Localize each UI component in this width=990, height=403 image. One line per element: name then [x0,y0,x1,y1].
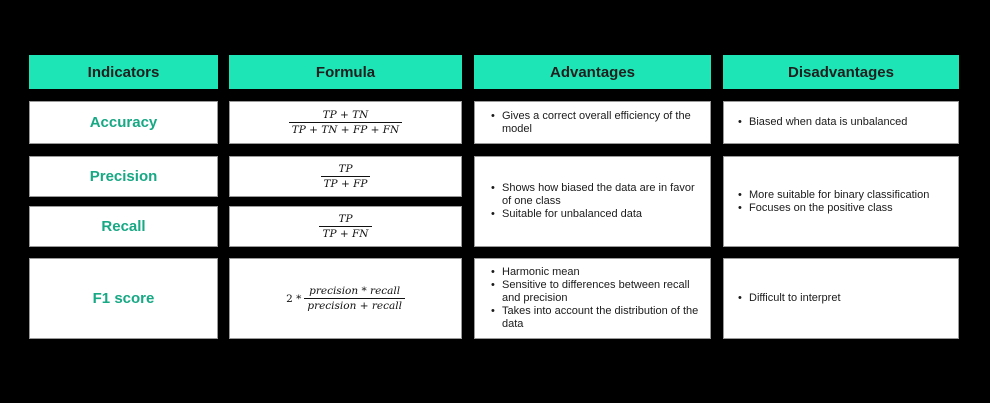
formula-f1 [229,258,462,339]
indicator-recall: Recall [29,206,218,247]
header-indicators: Indicators [29,55,218,89]
list-item: • Suitable for unbalanced data [489,208,702,221]
list-item: • More suitable for binary classification [736,189,929,202]
list-item: • Shows how biased the data are in favor of one class [489,182,702,208]
advantages-list [489,110,702,136]
disadvantages-precision-recall [723,156,959,247]
advantages-accuracy [474,101,711,144]
disadvantages-accuracy [723,101,959,144]
advantages-list [489,182,702,221]
list-item: • Takes into account the distribution of the data [489,305,702,331]
list-item: • Gives a correct overall efficiency of the model [489,110,702,136]
fraction [319,213,371,240]
numerator: TP [338,213,353,225]
list-item: • Harmonic mean [489,266,702,279]
header-disadvantages: Disadvantages [723,55,959,89]
indicator-f1-score: F1 score [29,258,218,339]
denominator: TP + FP [321,176,371,190]
disadvantages-list [736,189,929,215]
formula-accuracy [229,101,462,144]
indicator-accuracy: Accuracy [29,101,218,144]
advantages-f1 [474,258,711,339]
list-item: • Difficult to interpret [736,292,841,305]
disadvantages-list [736,292,841,305]
list-item: • Sensitive to differences between recall and precision [489,279,702,305]
disadvantages-list [736,116,907,129]
formula-prefix: 2 * [286,292,302,305]
numerator: TP [338,163,353,175]
advantages-precision-recall [474,156,711,247]
fraction [321,163,371,190]
numerator: TP + TN [322,109,369,121]
denominator: TP + TN + FP + FN [289,122,403,136]
denominator: precision + recall [304,298,405,312]
fraction [304,285,405,312]
indicator-precision: Precision [29,156,218,197]
header-formula: Formula [229,55,462,89]
denominator: TP + FN [319,226,371,240]
list-item: • Focuses on the positive class [736,202,929,215]
numerator: precision * recall [309,285,401,297]
disadvantages-f1 [723,258,959,339]
list-item: • Biased when data is unbalanced [736,116,907,129]
header-advantages: Advantages [474,55,711,89]
fraction [289,109,403,136]
formula-precision [229,156,462,197]
advantages-list [489,266,702,331]
formula-recall [229,206,462,247]
